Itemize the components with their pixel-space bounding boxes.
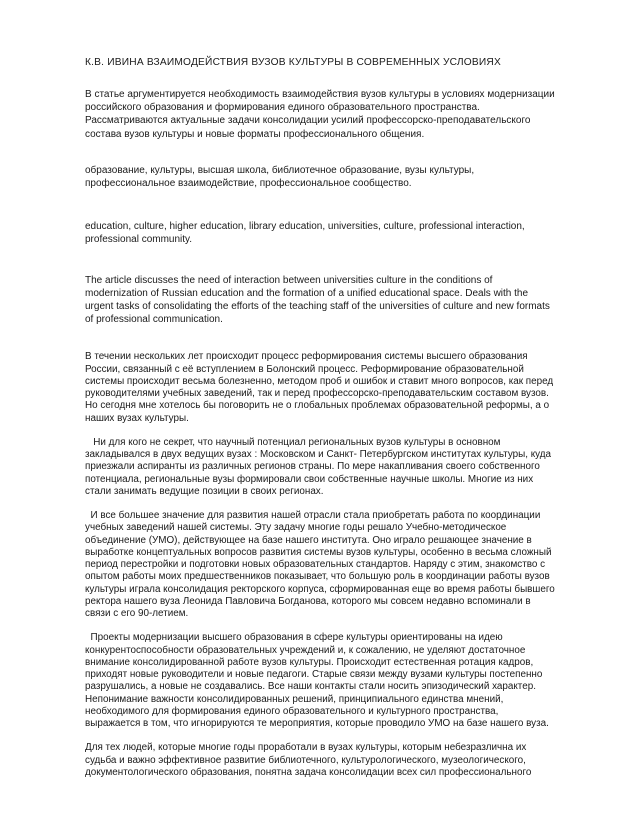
body-paragraph: В течении нескольких лет происходит процесс реформирования системы высшего образования России, связанный с её вступлением в Болонский процесс. Реформирование образовательной системы происходит весьма болезненно, методом проб и ошибок и ставит много вопросов, как перед руководителями учебных заведений, так и перед профессорско-преподавательским составом вузов. Но сегодня мне хотелось бы поговорить не о глобальных проблемах образовательной реформы, а о наших вузах культуры. [85, 351, 556, 424]
body-paragraph: И все большее значение для развития нашей отрасли стала приобретать работа по координации учебных заведений нашей системы. Эту задачу многие годы решало Учебно-методическое объединение (УМО), действующее на базе нашего института. Оно играло решающее значение в выработке концептуальных вопросов развития системы вузов культуры, особенно в весьма сложный период перестройки и подготовки новых образовательных стандартов. Наряду с этим, знакомство с опытом работы моих предшественников показывает, что большую роль в координации работы вузов культуры играла консолидация ректорского корпуса, сформированная еще во время работы бывшего ректора нашего вуза Леонида Павловича Богданова, которого мы совсем недавно вспоминали в связи с его 90-летием. [85, 510, 558, 620]
keywords-english: education, culture, higher education, library education, universities, culture, professional interaction, professional community. [85, 221, 528, 246]
body-paragraph: Проекты модернизации высшего образования в сфере культуры ориентированы на идею конкурентоспособности образовательных учреждений и, к сожалению, не уделяют достаточное внимание консолидированной работе вузов культуры. Происходит естественная ротация кадров, приходят новые руководители и новые педагоги. Старые связи между вузами культуры постепенно разрушались, а новые не создавались. Все наши контакты стали носить эпизодический характер. Непонимание важности консолидированных решений, принципиального единства мнений, необходимого для формирования единого образовательного и культурного пространства, выражается в том, что игнорируются те мероприятия, которые проводило УМО на базе нашего вуза. [85, 632, 549, 730]
body-paragraph: Для тех людей, которые многие годы проработали в вузах культуры, которым небезразлична их судьба и важно эффективное развитие библиотечного, культурологического, музеологического, документологического образования, понятна задача консолидации всех сил профессионального [85, 742, 532, 778]
article-title: К.В. ИВИНА ВЗАИМОДЕЙСТВИЯ ВУЗОВ КУЛЬТУРЫ В СОВРЕМЕННЫХ УСЛОВИЯХ [85, 57, 501, 68]
abstract-english: The article discusses the need of interaction between universities culture in the conditions of modernization of Russian education and the formation of a unified educational space. Deals with the urgent tasks of consolidating the efforts of the teaching staff of the universities of culture and new formats of professional communication. [85, 274, 553, 326]
body-paragraph: Ни для кого не секрет, что научный потенциал региональных вузов культуры в основном закладывался в двух ведущих вузах : Московском и Санкт- Петербургском институтах культуры, куда приезжали аспиранты из различных регионов страны. По мере накапливания своего собственного потенциала, региональные вузы формировали свои собственные научные школы. Многие из них стали занимать ведущие позиции в своих регионах. [85, 436, 554, 497]
abstract-russian: В статье аргументируется необходимость взаимодействия вузов культуры в условиях модернизации российского образования и формирования единого образовательного пространства. Рассматриваются актуальные задачи консолидации усилий профессорско-преподавательского состава вузов культуры и новые форматы профессионального общения. [85, 89, 558, 140]
keywords-russian: образование, культуры, высшая школа, библиотечное образование, вузы культуры, профессиональное взаимодействие, профессиональное сообщество. [85, 164, 477, 190]
